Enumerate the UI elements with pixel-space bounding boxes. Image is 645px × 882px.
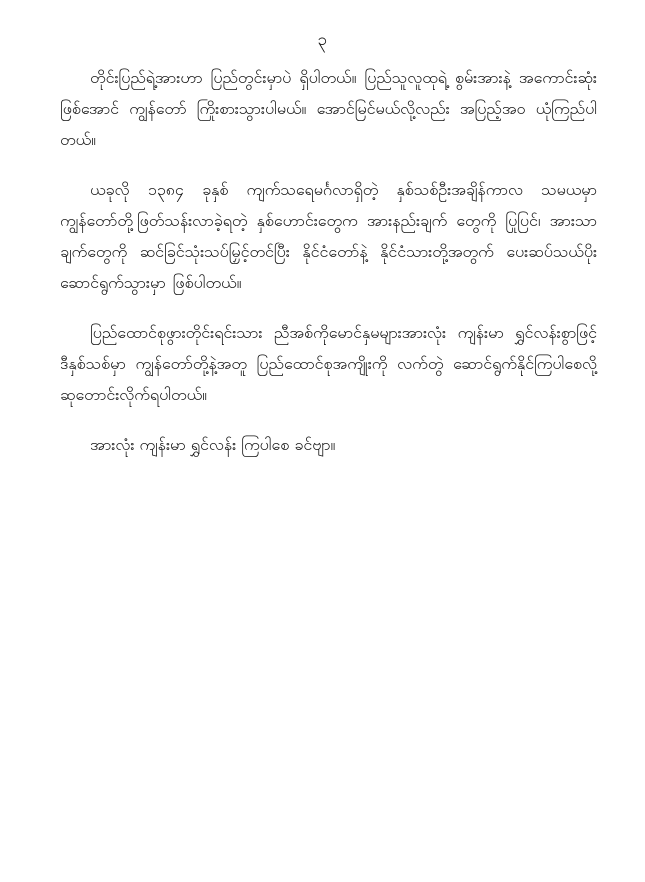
document-body [60,62,597,460]
paragraph-2: ယခုလို ၁၃၈၄ ခုနှစ် ကျက်သရေမင်္ဂလာရှိတဲ့ နှစ်သစ်ဦးအချိန်ကာလ သမယမှာ ကျွန်တော်တို့ဖြတ်သန်းလာခဲ့ရတဲ့ နှစ်ဟောင်းတွေက အားနည်းချက် တွေကို ပြုပြင်၊ အားသာချက်တွေကို ဆင်ခြင်သုံးသပ်မြှင့်တင်ပြီး နိုင်ငံတော်နဲ့ နိုင်ငံသားတို့အတွက် ပေးဆပ်သယ်ပိုး ဆောင်ရွက်သွားမှာ ဖြစ်ပါတယ်။ [60,180,597,292]
closing-line: အားလုံး ကျန်းမာ ရွှင်လန်း ကြပါစေ ခင်ဗျာ။ [90,435,336,454]
paragraph-3: ပြည်ထောင်စုဖွားတိုင်းရင်းသား ညီအစ်ကိုမောင်နှမများအားလုံး ကျန်းမာ ရွှင်လန်းစွာဖြင့် ဒီနှစ်သစ်မှာ ကျွန်တော်တို့နဲ့အတူ ပြည်ထောင်စုအကျိုးကို လက်တွဲ ဆောင်ရွက်နိုင်ကြပါစေလို့ ဆုတောင်းလိုက်ရပါတယ်။ [60,323,597,404]
page-number: ၃ [317,30,328,50]
paragraph-1: တိုင်းပြည်ရဲ့အားဟာ ပြည်တွင်းမှာပဲ ရှိပါတယ်။ ပြည်သူလူထုရဲ့ စွမ်းအားနဲ့ အကောင်းဆုံးဖြစ်အောင် ကျွန်တော် ကြိုးစားသွားပါမယ်။ အောင်မြင်မယ်လို့လည်း အပြည့်အဝ ယုံကြည်ပါတယ်။ [60,68,597,149]
